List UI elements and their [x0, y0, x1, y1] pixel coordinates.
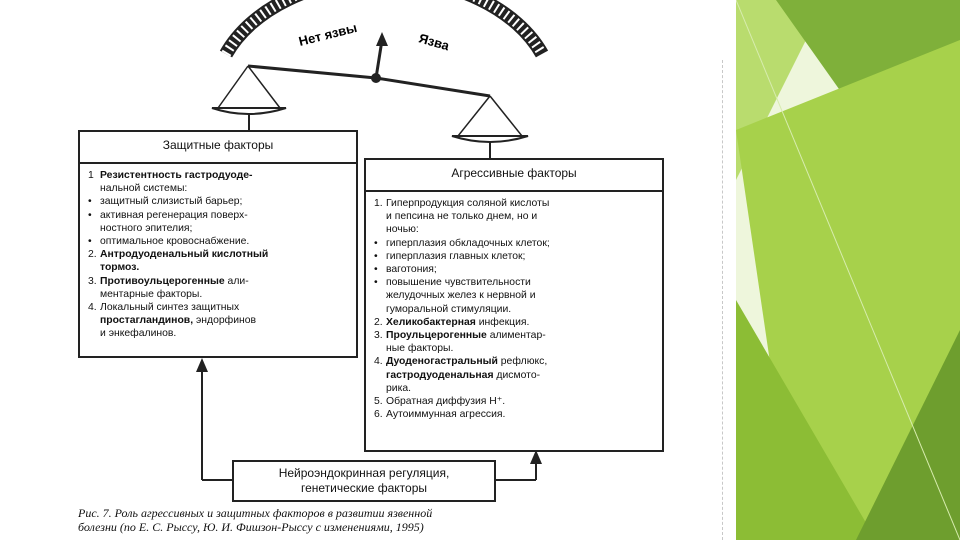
aggressive-item — [374, 237, 656, 250]
protective-list-box — [78, 162, 358, 358]
protective-item-number — [88, 222, 100, 235]
regulation-line-2: генетические факторы — [300, 481, 428, 495]
aggressive-item-number: 3. — [374, 330, 383, 342]
protective-item-number: 4. — [88, 302, 97, 314]
aggressive-item — [374, 263, 656, 276]
protective-item-number — [88, 261, 100, 274]
aggressive-item — [374, 197, 656, 210]
aggressive-item — [374, 303, 656, 316]
regulation-box — [232, 460, 496, 502]
scale-label-no-ulcer: Нет язвы — [297, 19, 359, 49]
aggressive-item — [374, 316, 656, 329]
aggressive-item-number: • — [374, 277, 378, 289]
caption-line-1: Рис. 7. Роль агрессивных и защитных факторов в развитии язвенной — [78, 506, 433, 520]
aggressive-item-number — [374, 223, 386, 236]
aggressive-item-text: рика. — [386, 382, 412, 394]
protective-item-number — [88, 327, 100, 340]
aggressive-item-bold: Проульцерогенные — [386, 330, 487, 342]
aggressive-item — [374, 289, 656, 302]
aggressive-item-text: ные факторы. — [386, 343, 454, 355]
aggressive-item-number — [374, 369, 386, 382]
aggressive-item — [374, 210, 656, 223]
protective-item-text: Локальный синтез защитных — [100, 302, 240, 314]
protective-item — [88, 248, 350, 261]
protective-item — [88, 235, 350, 248]
aggressive-item-bold: гастродуоденальная — [386, 369, 494, 381]
protective-item-text: ментарные факторы. — [100, 288, 203, 300]
protective-item — [88, 314, 350, 327]
aggressive-item-text: гастродуоденальная дисмото- — [386, 369, 541, 381]
aggressive-item — [374, 395, 656, 408]
aggressive-item — [374, 329, 656, 342]
aggressive-item-text: Аутоиммунная агрессия. — [386, 409, 506, 421]
protective-item-text: нальной системы: — [100, 183, 188, 195]
right-pan — [452, 136, 528, 142]
aggressive-item-number: • — [374, 250, 378, 262]
protective-items — [88, 169, 350, 341]
aggressive-item-number: 4. — [374, 356, 383, 368]
aggressive-item — [374, 408, 656, 421]
aggressive-item-number — [374, 382, 386, 395]
aggressive-item-number: 6. — [374, 409, 383, 421]
aggressive-item-number: 5. — [374, 396, 383, 408]
aggressive-item-text: желудочных желез к нервной и — [386, 290, 536, 302]
protective-item-bold: простагландинов, — [100, 315, 194, 327]
aggressive-item-text: Проульцерогенные алиментар- — [386, 330, 546, 342]
aggressive-item — [374, 276, 656, 289]
protective-item-number: 3. — [88, 275, 97, 287]
protective-item — [88, 327, 350, 340]
aggressive-item-text: и пепсина не только днем, но и — [386, 211, 538, 223]
protective-item-text: и энкефалинов. — [100, 328, 177, 340]
figure-caption — [78, 506, 678, 534]
protective-item — [88, 275, 350, 288]
beam-left — [248, 66, 376, 78]
protective-item-text — [100, 248, 350, 261]
aggressive-item-number — [374, 303, 386, 316]
protective-item-text — [100, 261, 350, 274]
aggressive-item-text: ваготония; — [386, 264, 437, 276]
protective-item-number: • — [88, 196, 92, 208]
aggressive-item-number — [374, 289, 386, 302]
protective-item-text: оптимальное кровоснабжение. — [100, 236, 250, 248]
protective-item-text: защитный слизистый барьер; — [100, 196, 243, 208]
protective-item-text: простагландинов, эндорфинов — [100, 315, 257, 327]
pointer-arrowhead — [376, 32, 388, 46]
aggressive-item — [374, 355, 656, 368]
protective-item-number — [88, 314, 100, 327]
protective-item — [88, 195, 350, 208]
protective-item-number: 1 — [88, 170, 94, 181]
aggressive-item-text: Обратная диффузия H⁺. — [386, 396, 506, 408]
aggressive-item-number — [374, 342, 386, 355]
protective-item — [88, 182, 350, 195]
aggressive-item-text: гиперплазия обкладочных клеток; — [386, 237, 550, 249]
aggressive-item-bold: Дуоденогастральный — [386, 356, 498, 368]
protective-item-bold: Противоульцерогенные — [100, 275, 225, 287]
aggressive-list-box — [364, 190, 664, 452]
protective-item — [88, 209, 350, 222]
aggressive-item-text: повышение чувствительности — [386, 277, 531, 289]
protective-item-number: • — [88, 209, 92, 221]
aggressive-item-bold: Хеликобактерная — [386, 316, 476, 328]
protective-item-number: 2. — [88, 249, 97, 261]
aggressive-items — [374, 197, 656, 421]
protective-item-bold: Антродуоденальный кислотный — [100, 249, 269, 261]
aggressive-item-text: Гиперпродукция соляной кислоты — [386, 198, 550, 209]
protective-title-box — [78, 130, 358, 164]
aggressive-item-number: • — [374, 237, 378, 249]
right-arrowhead — [530, 450, 542, 464]
aggressive-item-number: 1. — [374, 198, 383, 209]
beam-right — [376, 78, 490, 96]
protective-item-text: ностного эпителия; — [100, 222, 193, 234]
protective-title: Защитные факторы — [162, 138, 274, 152]
aggressive-item — [374, 382, 656, 395]
aggressive-item — [374, 250, 656, 263]
aggressive-item-number: 2. — [374, 316, 383, 328]
protective-item — [88, 222, 350, 235]
scale-label-ulcer: Язва — [417, 30, 451, 54]
protective-item-text — [100, 169, 350, 182]
aggressive-title: Агрессивные факторы — [451, 166, 577, 180]
protective-item — [88, 288, 350, 301]
protective-item-number — [88, 288, 100, 301]
caption-line-2: болезни (по Е. С. Рыссу, Ю. И. Фишзон-Рыссу с изменениями, 1995) — [78, 520, 424, 534]
protective-item-bold: тормоз. — [100, 262, 140, 274]
aggressive-item-number: • — [374, 264, 378, 276]
protective-item-text: активная регенерация поверх- — [100, 209, 248, 221]
protective-item — [88, 169, 350, 182]
aggressive-item-text: Хеликобактерная инфекция. — [386, 316, 530, 328]
protective-item-text: Противоульцерогенные али- — [100, 275, 249, 287]
aggressive-item — [374, 223, 656, 236]
aggressive-item — [374, 342, 656, 355]
aggressive-item-text: Дуоденогастральный рефлюкс, — [386, 356, 548, 368]
aggressive-item-text: ночью: — [386, 224, 419, 236]
aggressive-item-number — [374, 210, 386, 223]
protective-item — [88, 261, 350, 274]
aggressive-item — [374, 369, 656, 382]
aggressive-title-box — [364, 158, 664, 192]
left-pan — [212, 108, 286, 114]
regulation-line-1: Нейроэндокринная регуляция, — [278, 466, 450, 480]
protective-item-bold: Резистентность гастродуоде- — [100, 170, 253, 181]
green-decoration-panel — [736, 0, 960, 540]
protective-item — [88, 301, 350, 314]
aggressive-item-text: гиперплазия главных клеток; — [386, 250, 526, 262]
left-arrowhead — [196, 358, 208, 372]
aggressive-item-text: гуморальной стимуляции. — [386, 303, 512, 315]
protective-item-number — [88, 182, 100, 195]
protective-item-number: • — [88, 236, 92, 248]
